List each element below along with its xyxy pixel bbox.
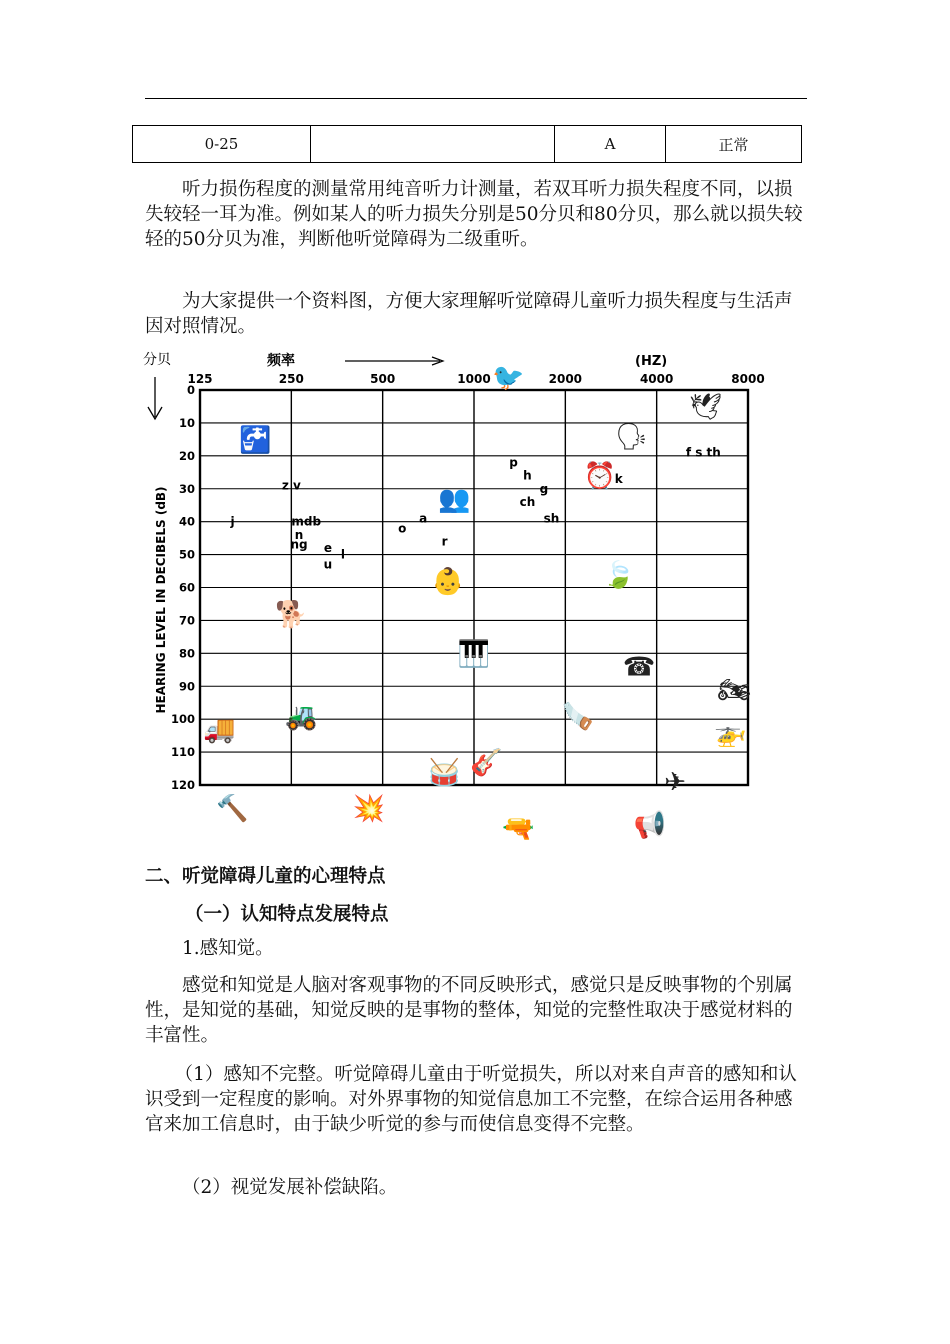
drums-icon: 🥁: [428, 757, 461, 788]
item-heading: 1.感知觉。: [182, 938, 274, 959]
birds-icon: 🐦: [492, 362, 525, 393]
speech-sound-label: n: [294, 527, 304, 542]
bomb-icon: 💥: [352, 794, 385, 825]
paragraph-measurement: 听力损伤程度的测量常用纯音听力计测量，若双耳听力损失程度不同，以损失较轻一耳为准。例如某人的听力损失分别是50分贝和80分贝，那么就以损失较轻的50分贝为准，判断他听觉障碍为二级重听。: [145, 179, 803, 250]
section-heading: 二、听觉障碍儿童的心理特点: [145, 866, 386, 887]
y-tick-label: 80: [178, 646, 195, 661]
people-icon: 🗣: [614, 422, 648, 453]
birds-icon: 🕊: [689, 392, 723, 423]
people-icon: 👥: [437, 484, 471, 515]
description-cell: [311, 126, 555, 163]
y-tick-label: 70: [178, 613, 195, 628]
speech-sound-label: j: [230, 514, 235, 529]
hearing-grade-table: [132, 125, 802, 163]
y-tick-label: 20: [178, 448, 195, 463]
baby-icon: 👶: [431, 566, 465, 597]
piano-icon: 🎹: [457, 639, 491, 670]
label-cell: 正常: [666, 126, 802, 163]
speech-sound-label: g: [539, 481, 549, 496]
speech-sound-label: o: [398, 521, 407, 536]
speech-sound-label: p: [509, 455, 518, 470]
y-tick-label: 90: [178, 679, 195, 694]
y-tick-label: 60: [178, 580, 195, 595]
db-label: 分贝: [143, 352, 171, 368]
x-tick-label: 2000: [548, 372, 583, 386]
paragraph-perception: 感觉和知觉是人脑对客观事物的不同反映形式，感觉只是反映事物的个别属性，是知觉的基础，知觉反映的是事物的整体，知觉的完整性取决于感觉材料的丰富性。: [145, 975, 793, 1046]
y-tick-label: 0: [186, 383, 195, 397]
table-row: [133, 126, 802, 163]
y-tick-label: 50: [178, 547, 195, 562]
faucet-icon: 🚰: [238, 425, 272, 456]
header-rule: [145, 98, 807, 99]
speech-sound-label: e: [323, 541, 332, 555]
band-icon: 🎸: [470, 747, 503, 778]
rifle-icon: 🔫: [502, 813, 535, 844]
speech-sound-label: l: [340, 547, 346, 562]
chainsaw-icon: 🪚: [561, 701, 595, 732]
motorcycle-icon: 🏍: [717, 675, 751, 706]
dog-icon: 🐕: [275, 599, 308, 630]
paragraph-incomplete-perception: （1）感知不完整。听觉障碍儿童由于听觉损失，所以对来自声音的感知和认识受到一定程度的影响。对外界事物的知觉信息加工不完整，在综合运用各种感官来加工信息时，由于缺少听觉的参与而使信息变得不完整。: [145, 1064, 797, 1135]
y-tick-label: 110: [170, 745, 195, 760]
subsection-heading: （一）认知特点发展特点: [185, 904, 389, 925]
freq-arrow: [345, 357, 443, 365]
speech-sound-label: ch: [519, 494, 536, 509]
freq-label: 频率: [267, 353, 295, 369]
y-tick-label: 10: [178, 415, 195, 430]
speech-sound-label: k: [614, 471, 623, 486]
airplane-icon: ✈: [664, 767, 686, 798]
x-tick-label: 4000: [639, 372, 674, 386]
speech-sound-label: a: [419, 511, 428, 526]
paragraph-chart-intro: 为大家提供一个资料图，方便大家理解听觉障碍儿童听力损失程度与生活声因对照情况。: [145, 291, 793, 337]
phone-icon: ☎: [622, 652, 656, 683]
leaf-blower-icon: 🍃: [602, 560, 635, 591]
truck-icon: 🚚: [203, 715, 236, 746]
jackhammer-icon: 🔨: [216, 794, 249, 825]
y-axis-label: HEARING LEVEL IN DECIBELS (dB): [154, 486, 168, 714]
audiogram-chart: [140, 345, 780, 845]
y-tick-label: 120: [170, 778, 195, 792]
x-tick-label: 8000: [731, 372, 765, 386]
x-tick-label: 125: [187, 372, 213, 386]
y-tick-label: 100: [170, 712, 195, 727]
x-tick-label: 250: [278, 372, 304, 386]
speech-sound-label: u: [323, 557, 333, 572]
speech-sound-label: h: [523, 468, 532, 483]
db-range-cell: 0-25: [133, 126, 311, 163]
speech-sound-label: mdb: [291, 514, 322, 529]
y-tick-label: 30: [178, 481, 195, 496]
clock-icon: ⏰: [583, 461, 617, 492]
speech-sound-label: sh: [543, 511, 560, 526]
siren-icon: 📢: [633, 810, 667, 841]
lawnmower-icon: 🚜: [285, 701, 318, 732]
hz-label: (HZ): [635, 354, 668, 369]
grade-cell: A: [555, 126, 666, 163]
helicopter-icon: 🚁: [714, 718, 747, 749]
x-tick-label: 500: [370, 372, 396, 386]
db-down-arrow: [148, 377, 162, 419]
y-tick-label: 40: [178, 514, 195, 529]
speech-sound-label: z v: [281, 478, 301, 493]
speech-sound-label: r: [441, 534, 448, 549]
paragraph-visual-compensation: （2）视觉发展补偿缺陷。: [182, 1177, 398, 1198]
x-tick-label: 1000: [457, 372, 491, 386]
speech-sound-label: ng: [290, 537, 308, 552]
speech-sound-label: f s th: [685, 445, 721, 460]
